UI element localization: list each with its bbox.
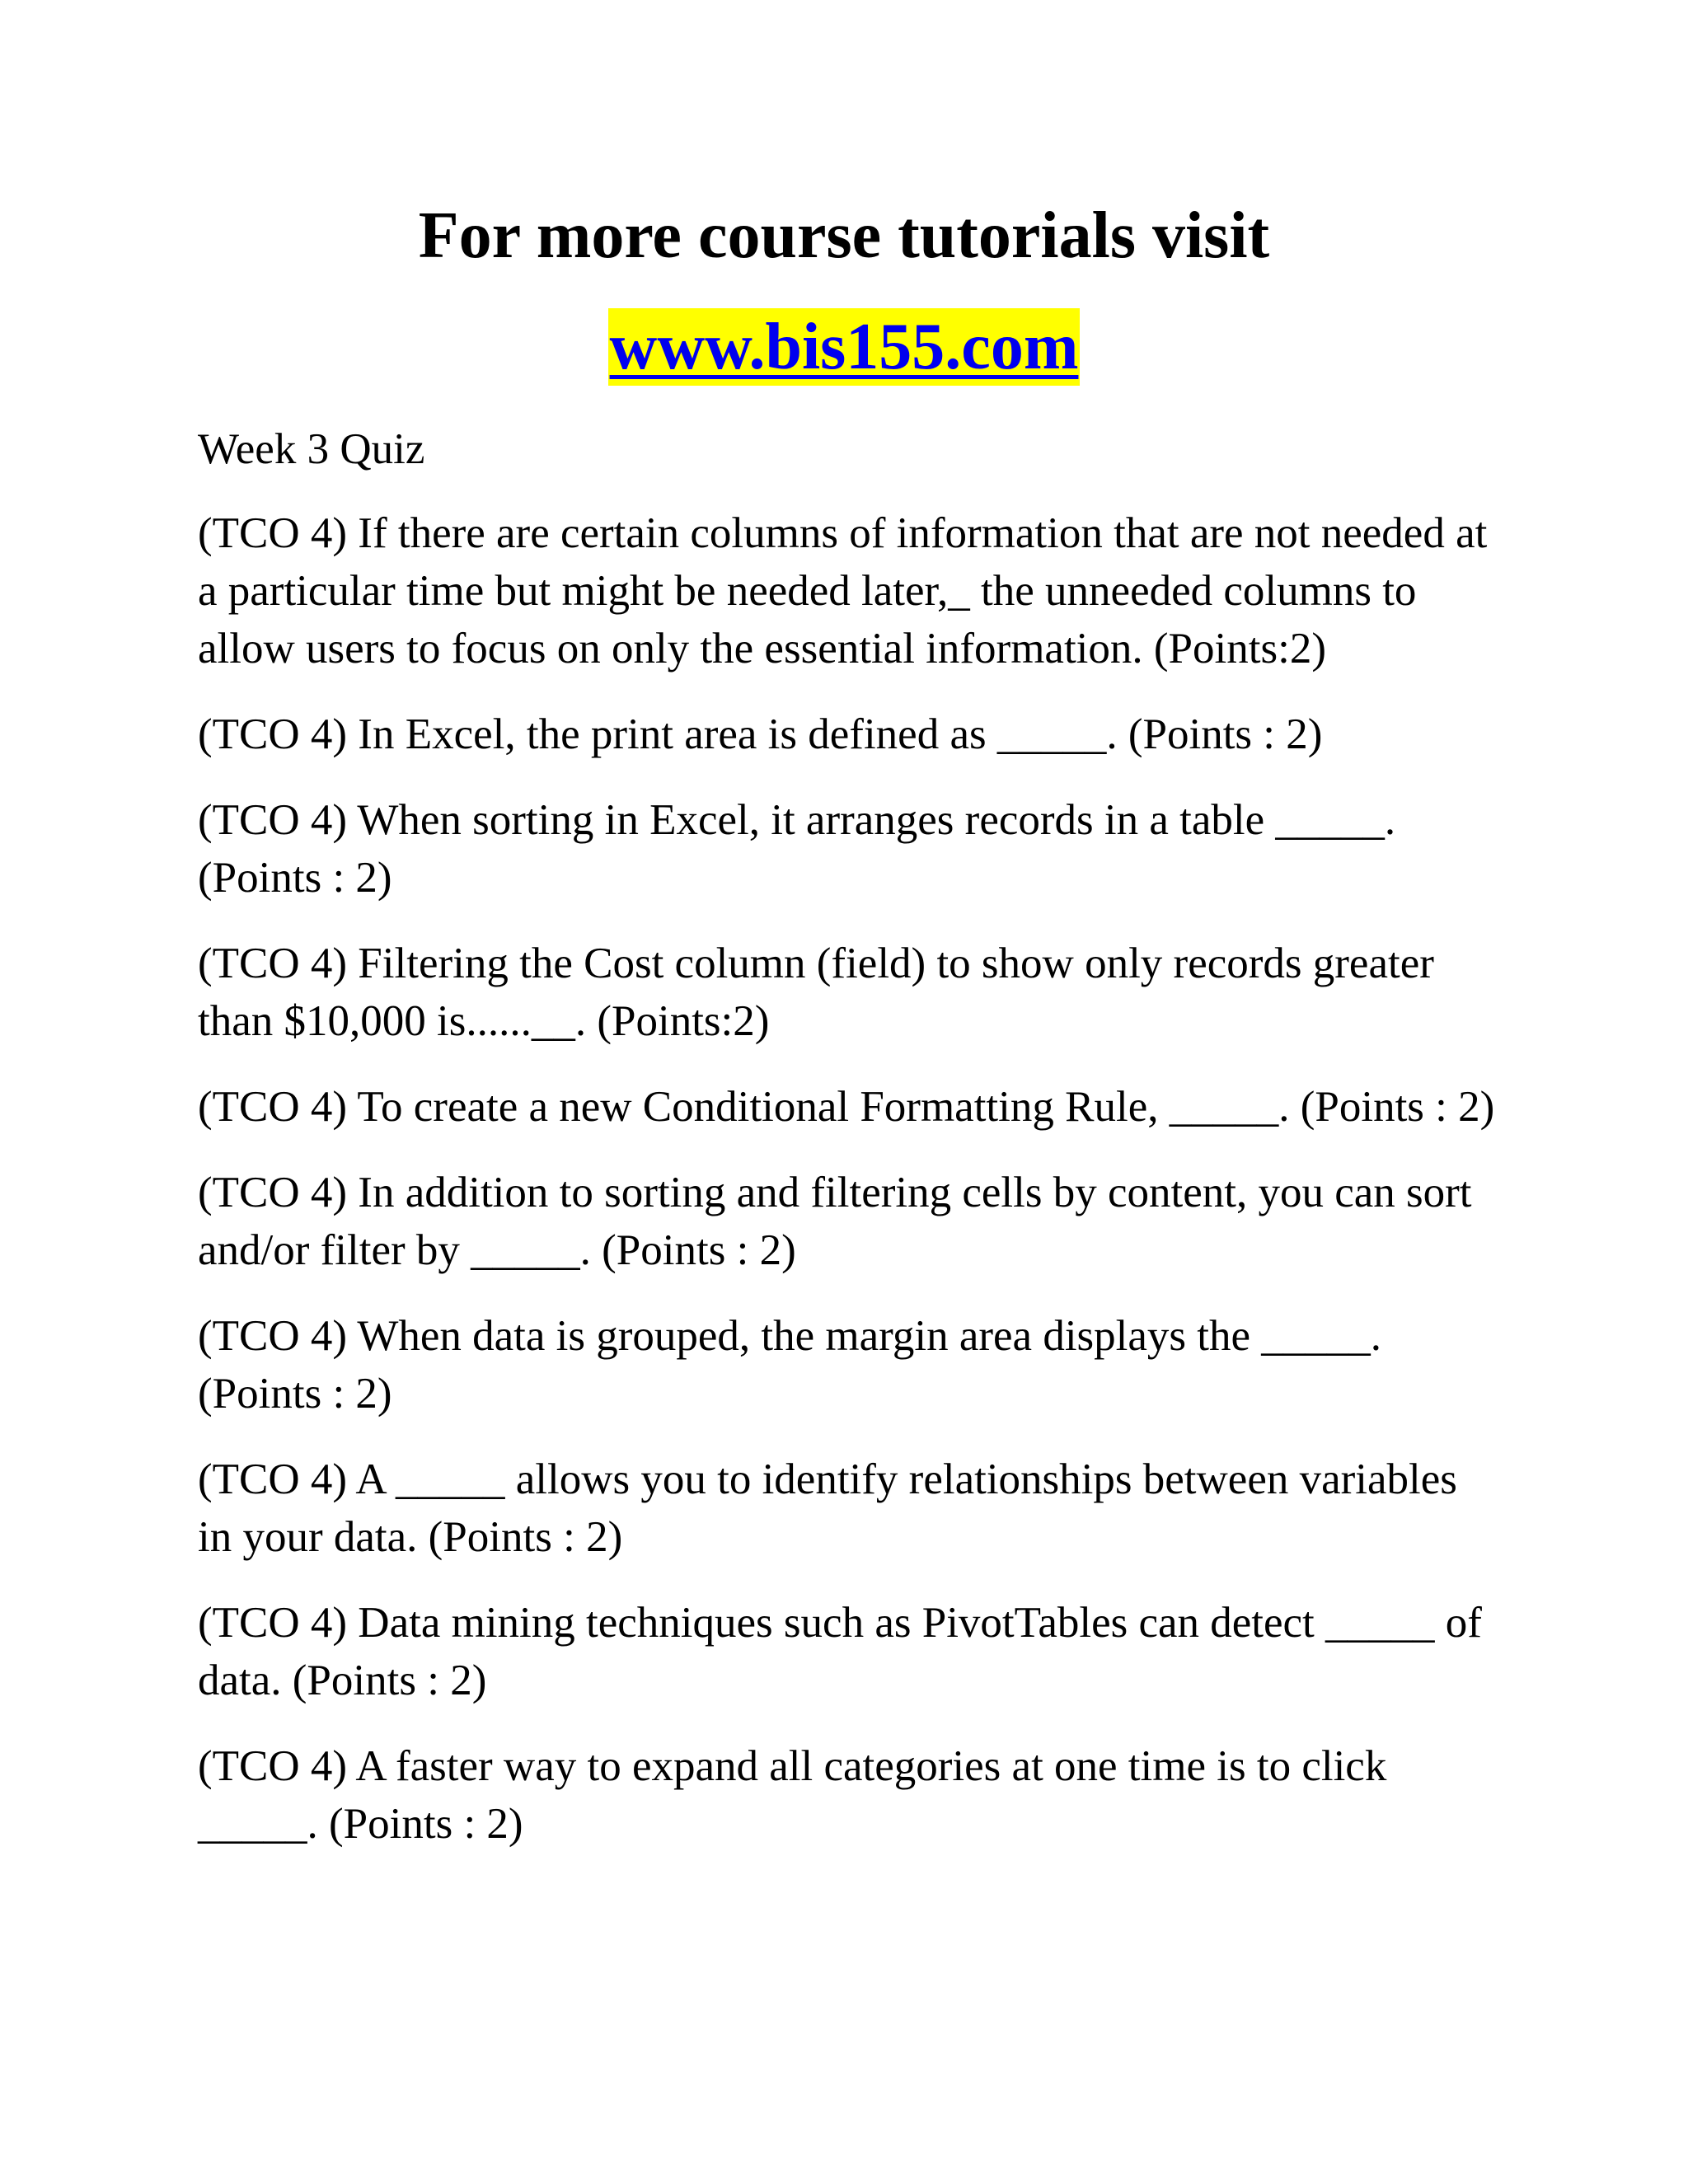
link-container [0,308,1688,386]
question-10: (TCO 4) A faster way to expand all categories at one time is to click _____. (Points : 2) [198,1742,1387,1848]
question-9: (TCO 4) Data mining techniques such as PivotTables can detect _____ of data. (Points : 2) [198,1599,1482,1704]
question-8: (TCO 4) A _____ allows you to identify relationships between variables in your data. (Points : 2) [198,1455,1457,1561]
question-7: (TCO 4) When data is grouped, the margin area displays the _____. (Points : 2) [198,1312,1382,1418]
question-2: (TCO 4) In Excel, the print area is defined as _____. (Points : 2) [198,710,1323,758]
page-heading: For more course tutorials visit [418,199,1270,272]
question-6: (TCO 4) In addition to sorting and filtering cells by content, you can sort and/or filter by _____. (Points : 2) [198,1169,1472,1274]
quiz-content [198,420,1500,1881]
website-link[interactable]: www.bis155.com [608,308,1081,386]
question-1: (TCO 4) If there are certain columns of information that are not needed at a particular time but might be needed later,_ the unneeded columns to allow users to focus on only the essential information. (Points:2) [198,509,1488,673]
question-3: (TCO 4) When sorting in Excel, it arranges records in a table _____. (Points : 2) [198,796,1396,902]
quiz-title: Week 3 Quiz [198,425,425,473]
question-5: (TCO 4) To create a new Conditional Formatting Rule, _____. (Points : 2) [198,1083,1495,1131]
question-4: (TCO 4) Filtering the Cost column (field) to show only records greater than $10,000 is......__. (Points:2) [198,940,1434,1045]
